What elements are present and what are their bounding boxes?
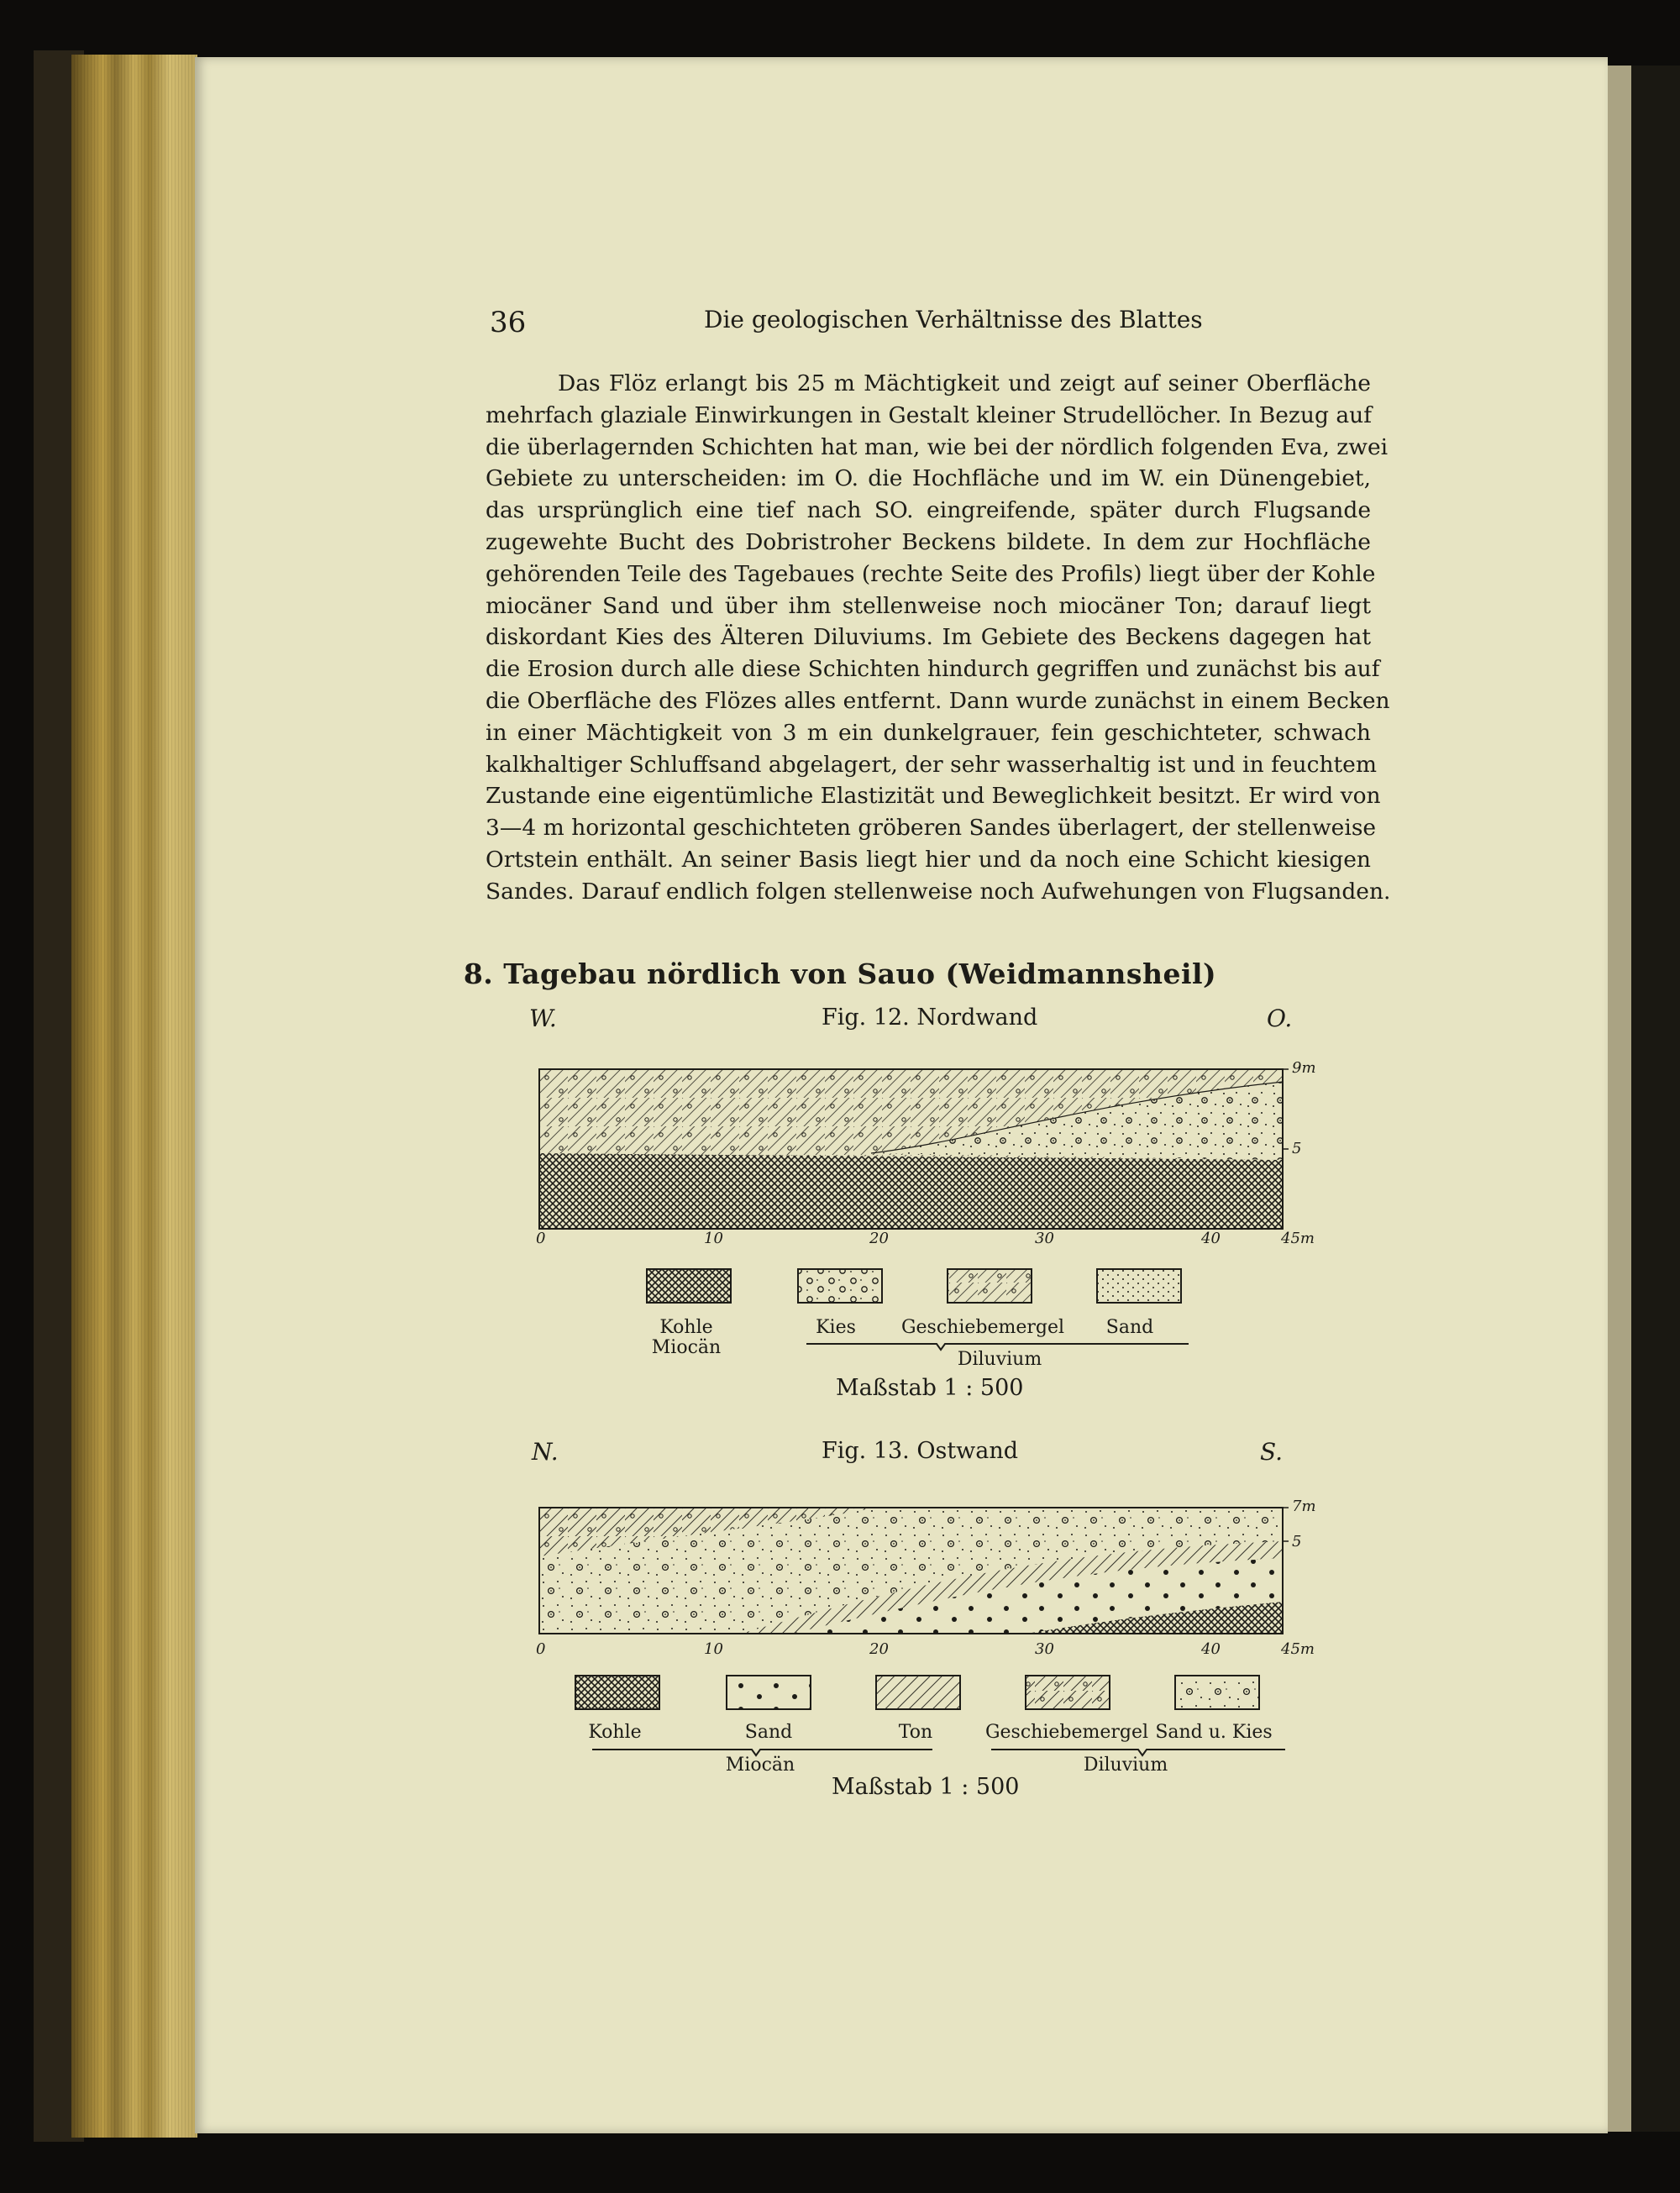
- text-line: zugewehte Bucht des Dobristroher Beckens bildete. In dem zur Hochfläche: [486, 528, 1371, 555]
- fig13-legend-ton: Ton: [898, 1722, 933, 1743]
- fig13-legend-geschiebemergel: Geschiebemergel: [984, 1722, 1149, 1743]
- fig12-legend-geschiebemergel: Geschiebemergel: [900, 1317, 1065, 1338]
- fig12-xtick: 45m: [1281, 1230, 1315, 1247]
- fig13-legend-miocaen: Miocän: [725, 1755, 795, 1776]
- facing-page-edge: [1608, 66, 1631, 2132]
- fig12-depth-top: 9m: [1292, 1059, 1316, 1077]
- text-line: gehörenden Teile des Tagebaues (rechte Seite des Profils) liegt über der Kohle: [486, 560, 1376, 587]
- legend-swatch-sand: [1097, 1269, 1181, 1303]
- fig12-scale: Maßstab 1 : 500: [836, 1375, 1024, 1401]
- text-line: die überlagernden Schichten hat man, wie bei der nördlich folgenden Eva, zwei: [486, 433, 1389, 460]
- legend-swatch-kohle: [647, 1269, 731, 1303]
- text-line: diskordant Kies des Älteren Diluviums. Im Gebiete des Beckens dagegen hat: [486, 624, 1371, 651]
- fig12-west-label: W.: [529, 1005, 557, 1032]
- text-line: miocäner Sand und über ihm stellenweise noch miocäner Ton; darauf liegt: [486, 592, 1371, 619]
- text-line: in einer Mächtigkeit von 3 m ein dunkelgrauer, fein geschichteter, schwach: [486, 719, 1371, 746]
- fig12-legend-miocaen: Miocän: [651, 1337, 722, 1358]
- fig13-legend-sand-kies: Sand u. Kies: [1155, 1722, 1273, 1743]
- text-line: Das Flöz erlangt bis 25 m Mächtigkeit und zeigt auf seiner Oberfläche: [558, 370, 1371, 396]
- fig13-depth-top: 7m: [1292, 1498, 1316, 1515]
- fig13-xtick: 45m: [1281, 1640, 1315, 1658]
- fig12-legend-sand: Sand: [1105, 1317, 1154, 1338]
- fig12-legend-kohle: Kohle: [659, 1317, 713, 1338]
- fig13-xtick: 30: [1035, 1640, 1054, 1658]
- text-line: Sandes. Darauf endlich folgen stellenweise noch Aufwehungen von Flugsanden.: [486, 878, 1391, 905]
- section-title: 8. Tagebau nördlich von Sauo (Weidmannsheil): [463, 957, 1217, 990]
- fig12-depth-mid: 5: [1292, 1140, 1302, 1157]
- text-line: Zustande eine eigentümliche Elastizität und Beweglichkeit besitzt. Er wird von: [486, 783, 1381, 810]
- legend-swatch-sand-kies: [1175, 1676, 1259, 1709]
- fig12-legend-diluvium: Diluvium: [957, 1349, 1042, 1370]
- page-stack-edge: [71, 55, 197, 2138]
- text-line: die Oberfläche des Flözes alles entfernt. Dann wurde zunächst in einem Becken: [486, 687, 1390, 714]
- legend-swatch-sand: [727, 1676, 811, 1709]
- fig12-xtick: 30: [1035, 1230, 1054, 1247]
- text-line: die Erosion durch alle diese Schichten hindurch gegriffen und zunächst bis auf: [486, 656, 1380, 683]
- text-line: mehrfach glaziale Einwirkungen in Gestalt kleiner Strudellöcher. In Bezug auf: [486, 401, 1373, 428]
- running-title: Die geologischen Verhältnisse des Blattes: [704, 306, 1203, 333]
- legend-swatch-geschiebemergel: [948, 1269, 1032, 1303]
- fig13-north-label: N.: [532, 1438, 559, 1466]
- fig13-south-label: S.: [1260, 1438, 1284, 1466]
- text-line: das ursprünglich eine tief nach SO. eingreifende, später durch Flugsande: [486, 497, 1371, 524]
- legend-swatch-kohle: [575, 1676, 659, 1709]
- legend-swatch-ton: [876, 1676, 960, 1709]
- fig12-xtick: 20: [869, 1230, 889, 1247]
- fig13-xtick: 20: [869, 1640, 889, 1658]
- fig13-legend-diluvium: Diluvium: [1083, 1755, 1168, 1776]
- text-line: Gebiete zu unterscheiden: im O. die Hochfläche und im W. ein Dünengebiet,: [486, 465, 1371, 492]
- fig13-xtick: 10: [704, 1640, 723, 1658]
- fig12-xtick: 0: [536, 1230, 546, 1247]
- fig13-legend-kohle: Kohle: [588, 1722, 642, 1743]
- fig12-legend-kies: Kies: [816, 1317, 856, 1338]
- background-right: [1631, 66, 1680, 2132]
- text-line: Ortstein enthält. An seiner Basis liegt hier und da noch eine Schicht kiesigen: [486, 846, 1371, 873]
- text-line: kalkhaltiger Schluffsand abgelagert, der sehr wasserhaltig ist und in feuchtem: [486, 751, 1377, 778]
- text-line: 3—4 m horizontal geschichteten gröberen Sandes überlagert, der stellenweise: [486, 815, 1377, 842]
- body-paragraph: [486, 368, 1391, 908]
- fig12-east-label: O.: [1267, 1005, 1293, 1032]
- fig12-xtick: 10: [704, 1230, 723, 1247]
- legend-swatch-kies: [798, 1269, 882, 1303]
- fig13-legend-sand: Sand: [744, 1722, 793, 1743]
- fig13-caption: Fig. 13. Ostwand: [822, 1438, 1019, 1464]
- fig13-depth-mid: 5: [1292, 1533, 1302, 1550]
- fig12-xtick: 40: [1201, 1230, 1221, 1247]
- fig13-scale: Maßstab 1 : 500: [832, 1774, 1020, 1800]
- fig13-xtick: 40: [1201, 1640, 1221, 1658]
- fig12-caption: Fig. 12. Nordwand: [822, 1005, 1038, 1031]
- fig13-xtick: 0: [536, 1640, 546, 1658]
- page-number: 36: [490, 306, 527, 339]
- legend-swatch-geschiebemergel: [1026, 1676, 1110, 1709]
